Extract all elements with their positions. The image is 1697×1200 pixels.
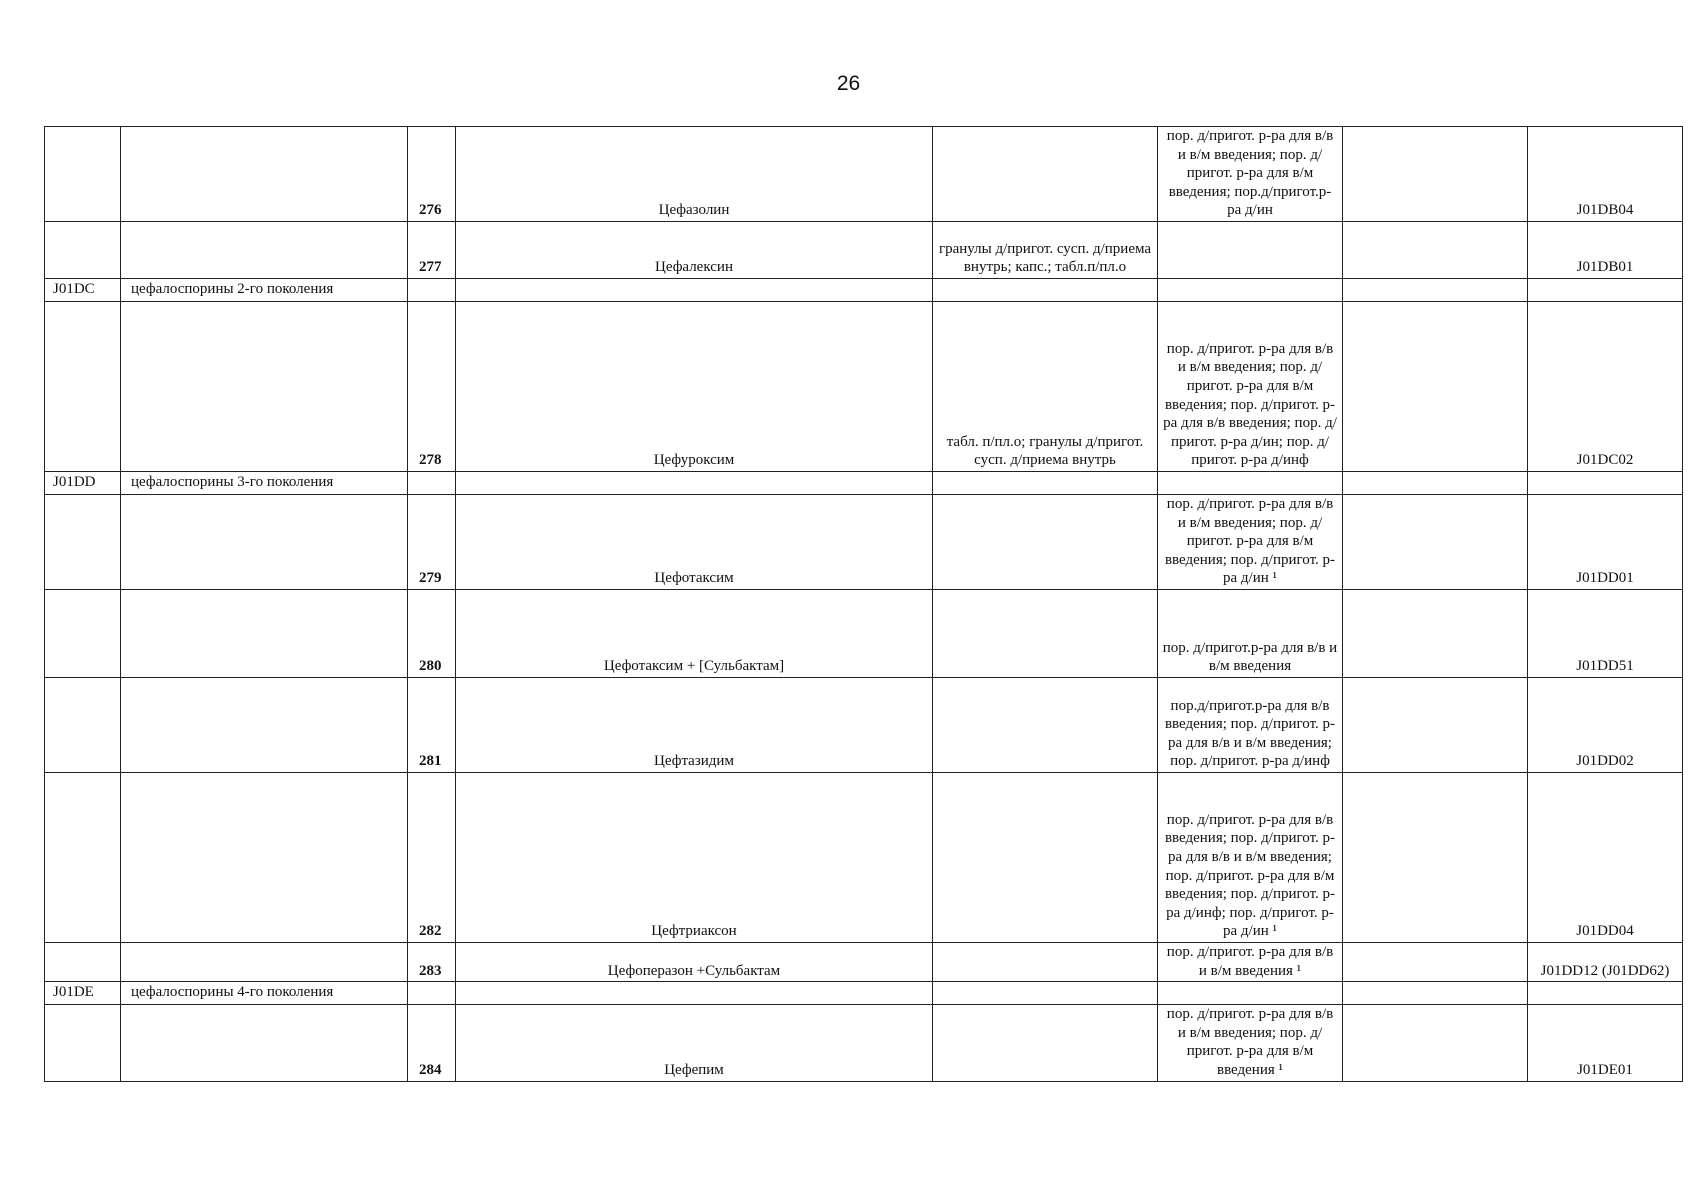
atc-code-cell: J01DC02	[1528, 302, 1683, 472]
dosage-forms-cell	[933, 773, 1158, 943]
table-row	[45, 1005, 1683, 1081]
note-cell	[1343, 495, 1528, 590]
drug-name-cell: Цефтриаксон	[456, 773, 933, 943]
dosage-forms-cell: пор. д/пригот. р-ра для в/в введения; пор. д/пригот. р-ра для в/в и в/м введения; пор. д/пригот. р-ра для в/м введения; пор. д/пригот. р-ра д/инф; пор. д/пригот. р-ра д/ин ¹	[1158, 773, 1343, 943]
empty-cell	[1158, 982, 1343, 1005]
empty-cell	[933, 279, 1158, 302]
page-number: 26	[836, 72, 861, 95]
table-row	[45, 943, 1683, 982]
atc-code-cell: J01DE	[45, 982, 121, 1005]
table-row	[45, 222, 1683, 279]
note-cell	[1343, 943, 1528, 982]
table-row	[45, 127, 1683, 222]
atc-code-cell: J01DC	[45, 279, 121, 302]
dosage-forms-cell	[1158, 222, 1343, 279]
row-number-cell: 277	[408, 222, 456, 279]
dosage-forms-cell	[933, 590, 1158, 678]
drug-name-cell: Цефотаксим + [Сульбактам]	[456, 590, 933, 678]
empty-cell	[121, 943, 408, 982]
empty-cell	[121, 495, 408, 590]
dosage-forms-cell	[933, 1005, 1158, 1081]
atc-code-cell: J01DD04	[1528, 773, 1683, 943]
empty-cell	[1343, 472, 1528, 495]
empty-cell	[121, 302, 408, 472]
empty-cell	[121, 773, 408, 943]
drug-name-cell: Цефотаксим	[456, 495, 933, 590]
drug-name-cell: Цефтазидим	[456, 678, 933, 773]
dosage-forms-cell	[933, 678, 1158, 773]
drug-name-cell: Цефоперазон +Сульбактам	[456, 943, 933, 982]
empty-cell	[1343, 279, 1528, 302]
note-cell	[1343, 678, 1528, 773]
drug-name-cell: Цефазолин	[456, 127, 933, 222]
row-number-cell: 283	[408, 943, 456, 982]
empty-cell	[1158, 279, 1343, 302]
empty-cell	[1528, 472, 1683, 495]
dosage-forms-cell	[933, 943, 1158, 982]
note-cell	[1343, 1005, 1528, 1081]
dosage-forms-cell: пор. д/пригот. р-ра для в/в и в/м введения; пор. д/пригот. р-ра для в/м введения; пор.д/пригот.р-ра д/ин	[1158, 127, 1343, 222]
row-number-cell: 284	[408, 1005, 456, 1081]
empty-cell	[933, 472, 1158, 495]
row-number-cell: 276	[408, 127, 456, 222]
atc-code-cell: J01DB01	[1528, 222, 1683, 279]
dosage-forms-cell: пор. д/пригот. р-ра для в/в и в/м введения; пор. д/пригот. р-ра для в/м введения; пор. д/пригот. р-ра для в/в введения; пор. д/пригот. р-ра д/ин; пор. д/пригот. р-ра д/инф	[1158, 302, 1343, 472]
empty-cell	[1528, 982, 1683, 1005]
dosage-forms-cell: пор. д/пригот.р-ра для в/в и в/м введения	[1158, 590, 1343, 678]
empty-cell	[45, 1005, 121, 1081]
empty-cell	[933, 982, 1158, 1005]
empty-cell	[45, 495, 121, 590]
empty-cell	[45, 773, 121, 943]
empty-cell	[45, 678, 121, 773]
empty-cell	[45, 302, 121, 472]
note-cell	[1343, 590, 1528, 678]
dosage-forms-cell	[933, 127, 1158, 222]
group-name-cell: цефалоспорины 2-го поколения	[121, 279, 408, 302]
section-row	[45, 982, 1683, 1005]
atc-code-cell: J01DD	[45, 472, 121, 495]
group-name-cell: цефалоспорины 3-го поколения	[121, 472, 408, 495]
empty-cell	[456, 472, 933, 495]
row-number-cell: 282	[408, 773, 456, 943]
note-cell	[1343, 302, 1528, 472]
dosage-forms-cell	[933, 495, 1158, 590]
note-cell	[1343, 127, 1528, 222]
empty-cell	[121, 127, 408, 222]
empty-cell	[456, 279, 933, 302]
table-row	[45, 590, 1683, 678]
atc-code-cell: J01DB04	[1528, 127, 1683, 222]
dosage-forms-cell: пор. д/пригот. р-ра для в/в и в/м введения; пор. д/пригот. р-ра для в/м введения ¹	[1158, 1005, 1343, 1081]
atc-code-cell: J01DD02	[1528, 678, 1683, 773]
empty-cell	[1528, 279, 1683, 302]
row-number-cell: 280	[408, 590, 456, 678]
table-body	[45, 127, 1683, 1082]
table-row	[45, 678, 1683, 773]
empty-cell	[121, 1005, 408, 1081]
empty-cell	[45, 127, 121, 222]
dosage-forms-cell: пор. д/пригот. р-ра для в/в и в/м введения; пор. д/пригот. р-ра для в/м введения; пор. д/пригот. р-ра д/ин ¹	[1158, 495, 1343, 590]
drug-list-table	[44, 126, 1683, 1082]
note-cell	[1343, 773, 1528, 943]
empty-cell	[45, 222, 121, 279]
dosage-forms-cell: пор. д/пригот. р-ра для в/в и в/м введения ¹	[1158, 943, 1343, 982]
note-cell	[1343, 222, 1528, 279]
row-number-cell: 278	[408, 302, 456, 472]
empty-cell	[456, 982, 933, 1005]
row-number-cell: 279	[408, 495, 456, 590]
atc-code-cell: J01DD51	[1528, 590, 1683, 678]
drug-name-cell: Цефепим	[456, 1005, 933, 1081]
empty-cell	[408, 472, 456, 495]
atc-code-cell: J01DE01	[1528, 1005, 1683, 1081]
dosage-forms-cell: пор.д/пригот.р-ра для в/в введения; пор. д/пригот. р-ра для в/в и в/м введения; пор. д/пригот. р-ра д/инф	[1158, 678, 1343, 773]
drug-name-cell: Цефалексин	[456, 222, 933, 279]
row-number-cell: 281	[408, 678, 456, 773]
empty-cell	[408, 279, 456, 302]
table-row	[45, 773, 1683, 943]
empty-cell	[1343, 982, 1528, 1005]
empty-cell	[408, 982, 456, 1005]
empty-cell	[45, 590, 121, 678]
dosage-forms-cell: гранулы д/пригот. сусп. д/приема внутрь; капс.; табл.п/пл.о	[933, 222, 1158, 279]
empty-cell	[45, 943, 121, 982]
empty-cell	[121, 590, 408, 678]
table-row	[45, 302, 1683, 472]
empty-cell	[121, 222, 408, 279]
atc-code-cell: J01DD01	[1528, 495, 1683, 590]
section-row	[45, 279, 1683, 302]
empty-cell	[121, 678, 408, 773]
drug-name-cell: Цефуроксим	[456, 302, 933, 472]
dosage-forms-cell: табл. п/пл.о; гранулы д/пригот. сусп. д/приема внутрь	[933, 302, 1158, 472]
section-row	[45, 472, 1683, 495]
table-row	[45, 495, 1683, 590]
group-name-cell: цефалоспорины 4-го поколения	[121, 982, 408, 1005]
empty-cell	[1158, 472, 1343, 495]
atc-code-cell: J01DD12 (J01DD62)	[1528, 943, 1683, 982]
